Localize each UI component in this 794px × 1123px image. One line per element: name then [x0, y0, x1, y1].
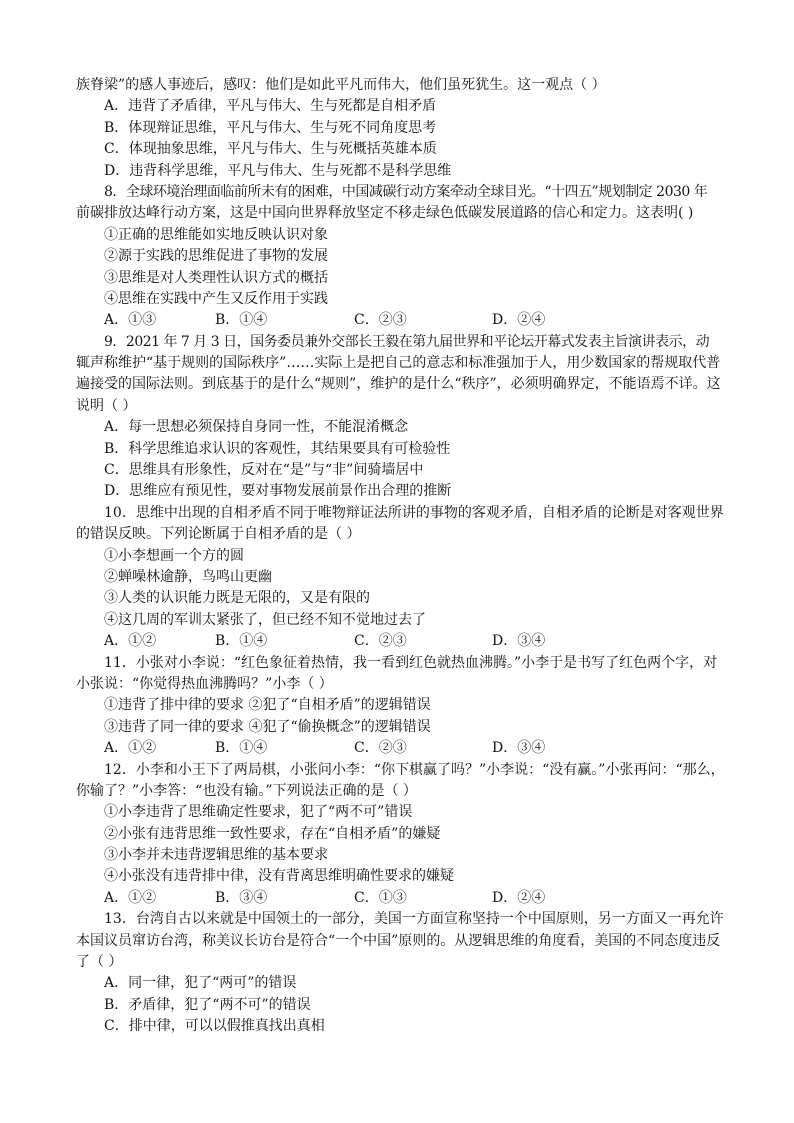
question-stem: 12．小李和小王下了两局棋，小张问小李：“你下棋赢了吗？”小李说：“没有赢。”小张再问：“那么，: [104, 761, 725, 778]
option-line: D．违背科学思维，平凡与伟大、生与死都不是科学思维: [104, 162, 452, 179]
option-line: ③违背了同一律的要求 ④犯了“偷换概念”的逻辑错误: [104, 718, 431, 735]
answer-choice: D．②④: [492, 312, 546, 329]
option-line: ①违背了排中律的要求 ②犯了“自相矛盾”的逻辑错误: [104, 697, 431, 714]
answer-choice: A．①③: [104, 312, 157, 329]
answer-choices-row: [76, 631, 726, 652]
question-stem: 13．台湾自古以来就是中国领土的一部分，美国一方面宣称坚持一个中国原则，另一方面又一再允许: [104, 911, 724, 928]
text-line: 遍接受的国际法则。到底基于的是什么“规则”，维护的是什么“秩序”，必须明确界定，不能语焉不详。这: [76, 376, 721, 393]
answer-choice: D．③④: [492, 740, 546, 757]
question-stem: 9．2021 年 7 月 3 日，国务委员兼外交部长王毅在第九届世界和平论坛开幕式发表主旨演讲表示，动: [104, 333, 710, 350]
answer-choice: A．①②: [104, 740, 157, 757]
answer-choice: C．①③: [354, 889, 407, 906]
option-line: ④思维在实践中产生又反作用于实践: [104, 290, 328, 307]
answer-choice: C．②③: [354, 633, 407, 650]
option-line: B．矛盾律，犯了“两不可”的错误: [104, 996, 311, 1013]
answer-choice: A．①②: [104, 889, 157, 906]
answer-choice: C．②③: [354, 740, 407, 757]
answer-choice: B．①④: [215, 633, 268, 650]
text-line: 了（ ）: [76, 954, 123, 971]
answer-choice: B．①④: [215, 312, 268, 329]
text-line: 你输了？”小李答：“也没有输。”下列说法正确的是（ ）: [76, 782, 417, 799]
answer-choice: B．③④: [215, 889, 268, 906]
option-line: A．同一律，犯了“两可”的错误: [104, 975, 297, 992]
option-line: ②源于实践的思维促进了事物的发展: [104, 248, 328, 265]
answer-choices-row: [76, 888, 726, 909]
text-line: 小张说：“你觉得热血沸腾吗？”小李（ ）: [76, 675, 333, 692]
option-line: B．体现辩证思维，平凡与伟大、生与死不同角度思考: [104, 119, 437, 136]
text-line: 说明（ ）: [76, 397, 137, 414]
answer-choice: C．②③: [354, 312, 407, 329]
answer-choice: A．①②: [104, 633, 157, 650]
text-line: 的错误反映。下列论断属于自相矛盾的是（ ）: [76, 526, 361, 543]
option-line: ④这几周的军训太紧张了，但已经不知不觉地过去了: [104, 611, 426, 628]
question-stem: 8．全球环境治理面临前所未有的困难，中国减碳行动方案牵动全球目光。“十四五”规划制定 2030 年: [104, 183, 708, 200]
question-stem: 11．小张对小李说：“红色象征着热情，我一看到红色就热血沸腾。”小李于是书写了红色两个字，对: [104, 654, 718, 671]
option-line: C．思维具有形象性，反对在“是”与“非”间骑墙居中: [104, 462, 424, 479]
answer-choices-row: [76, 738, 726, 759]
option-line: C．排中律，可以以假推真找出真相: [104, 1018, 325, 1035]
question-stem: 10．思维中出现的自相矛盾不同于唯物辩证法所讲的事物的客观矛盾，自相矛盾的论断是对客观世界: [104, 504, 724, 521]
answer-choice: B．①④: [215, 740, 268, 757]
option-line: D．思维应有预见性，要对事物发展前景作出合理的推断: [104, 483, 452, 500]
option-line: C．体现抽象思维，平凡与伟大、生与死概括英雄本质: [104, 141, 437, 158]
answer-choice: D．③④: [492, 633, 546, 650]
option-line: ④小张没有违背排中律，没有背离思维明确性要求的嫌疑: [104, 868, 454, 885]
option-line: ②小张有违背思维一致性要求，存在“自相矛盾”的嫌疑: [104, 825, 441, 842]
answer-choices-row: [76, 310, 726, 331]
option-line: A．每一思想必须保持自身同一性，不能混淆概念: [104, 419, 409, 436]
text-line: 前碳排放达峰行动方案，这是中国向世界释放坚定不移走绿色低碳发展道路的信心和定力。这表明( ): [76, 205, 694, 222]
option-line: ③思维是对人类理性认识方式的概括: [104, 269, 328, 286]
question-content: [76, 75, 726, 1038]
option-line: B．科学思维追求认识的客观性，其结果要具有可检验性: [104, 440, 451, 457]
option-line: A．违背了矛盾律，平凡与伟大、生与死都是自相矛盾: [104, 98, 437, 115]
text-line: 本国议员窜访台湾，称美议长访台是符合“一个中国”原则的。从逻辑思维的角度看，美国的不同态度违反: [76, 932, 721, 949]
option-line: ①正确的思维能如实地反映认识对象: [104, 226, 328, 243]
text-line: 族脊梁”的感人事迹后，感叹：他们是如此平凡而伟大，他们虽死犹生。这一观点（ ）: [76, 77, 606, 93]
option-line: ②蝉噪林逾静，鸟鸣山更幽: [104, 568, 272, 585]
option-line: ③人类的认识能力既是无限的，又是有限的: [104, 590, 370, 607]
option-line: ①小李想画一个方的圆: [104, 547, 244, 564]
option-line: ①小李违背了思维确定性要求，犯了“两不可”错误: [104, 804, 413, 821]
option-line: ③小李并未违背逻辑思维的基本要求: [104, 847, 328, 864]
answer-choice: D．②④: [492, 889, 546, 906]
text-line: 辄声称维护“基于规则的国际秩序”……实际上是把自己的意志和标准强加于人，用少数国家的帮规取代普: [76, 355, 721, 372]
